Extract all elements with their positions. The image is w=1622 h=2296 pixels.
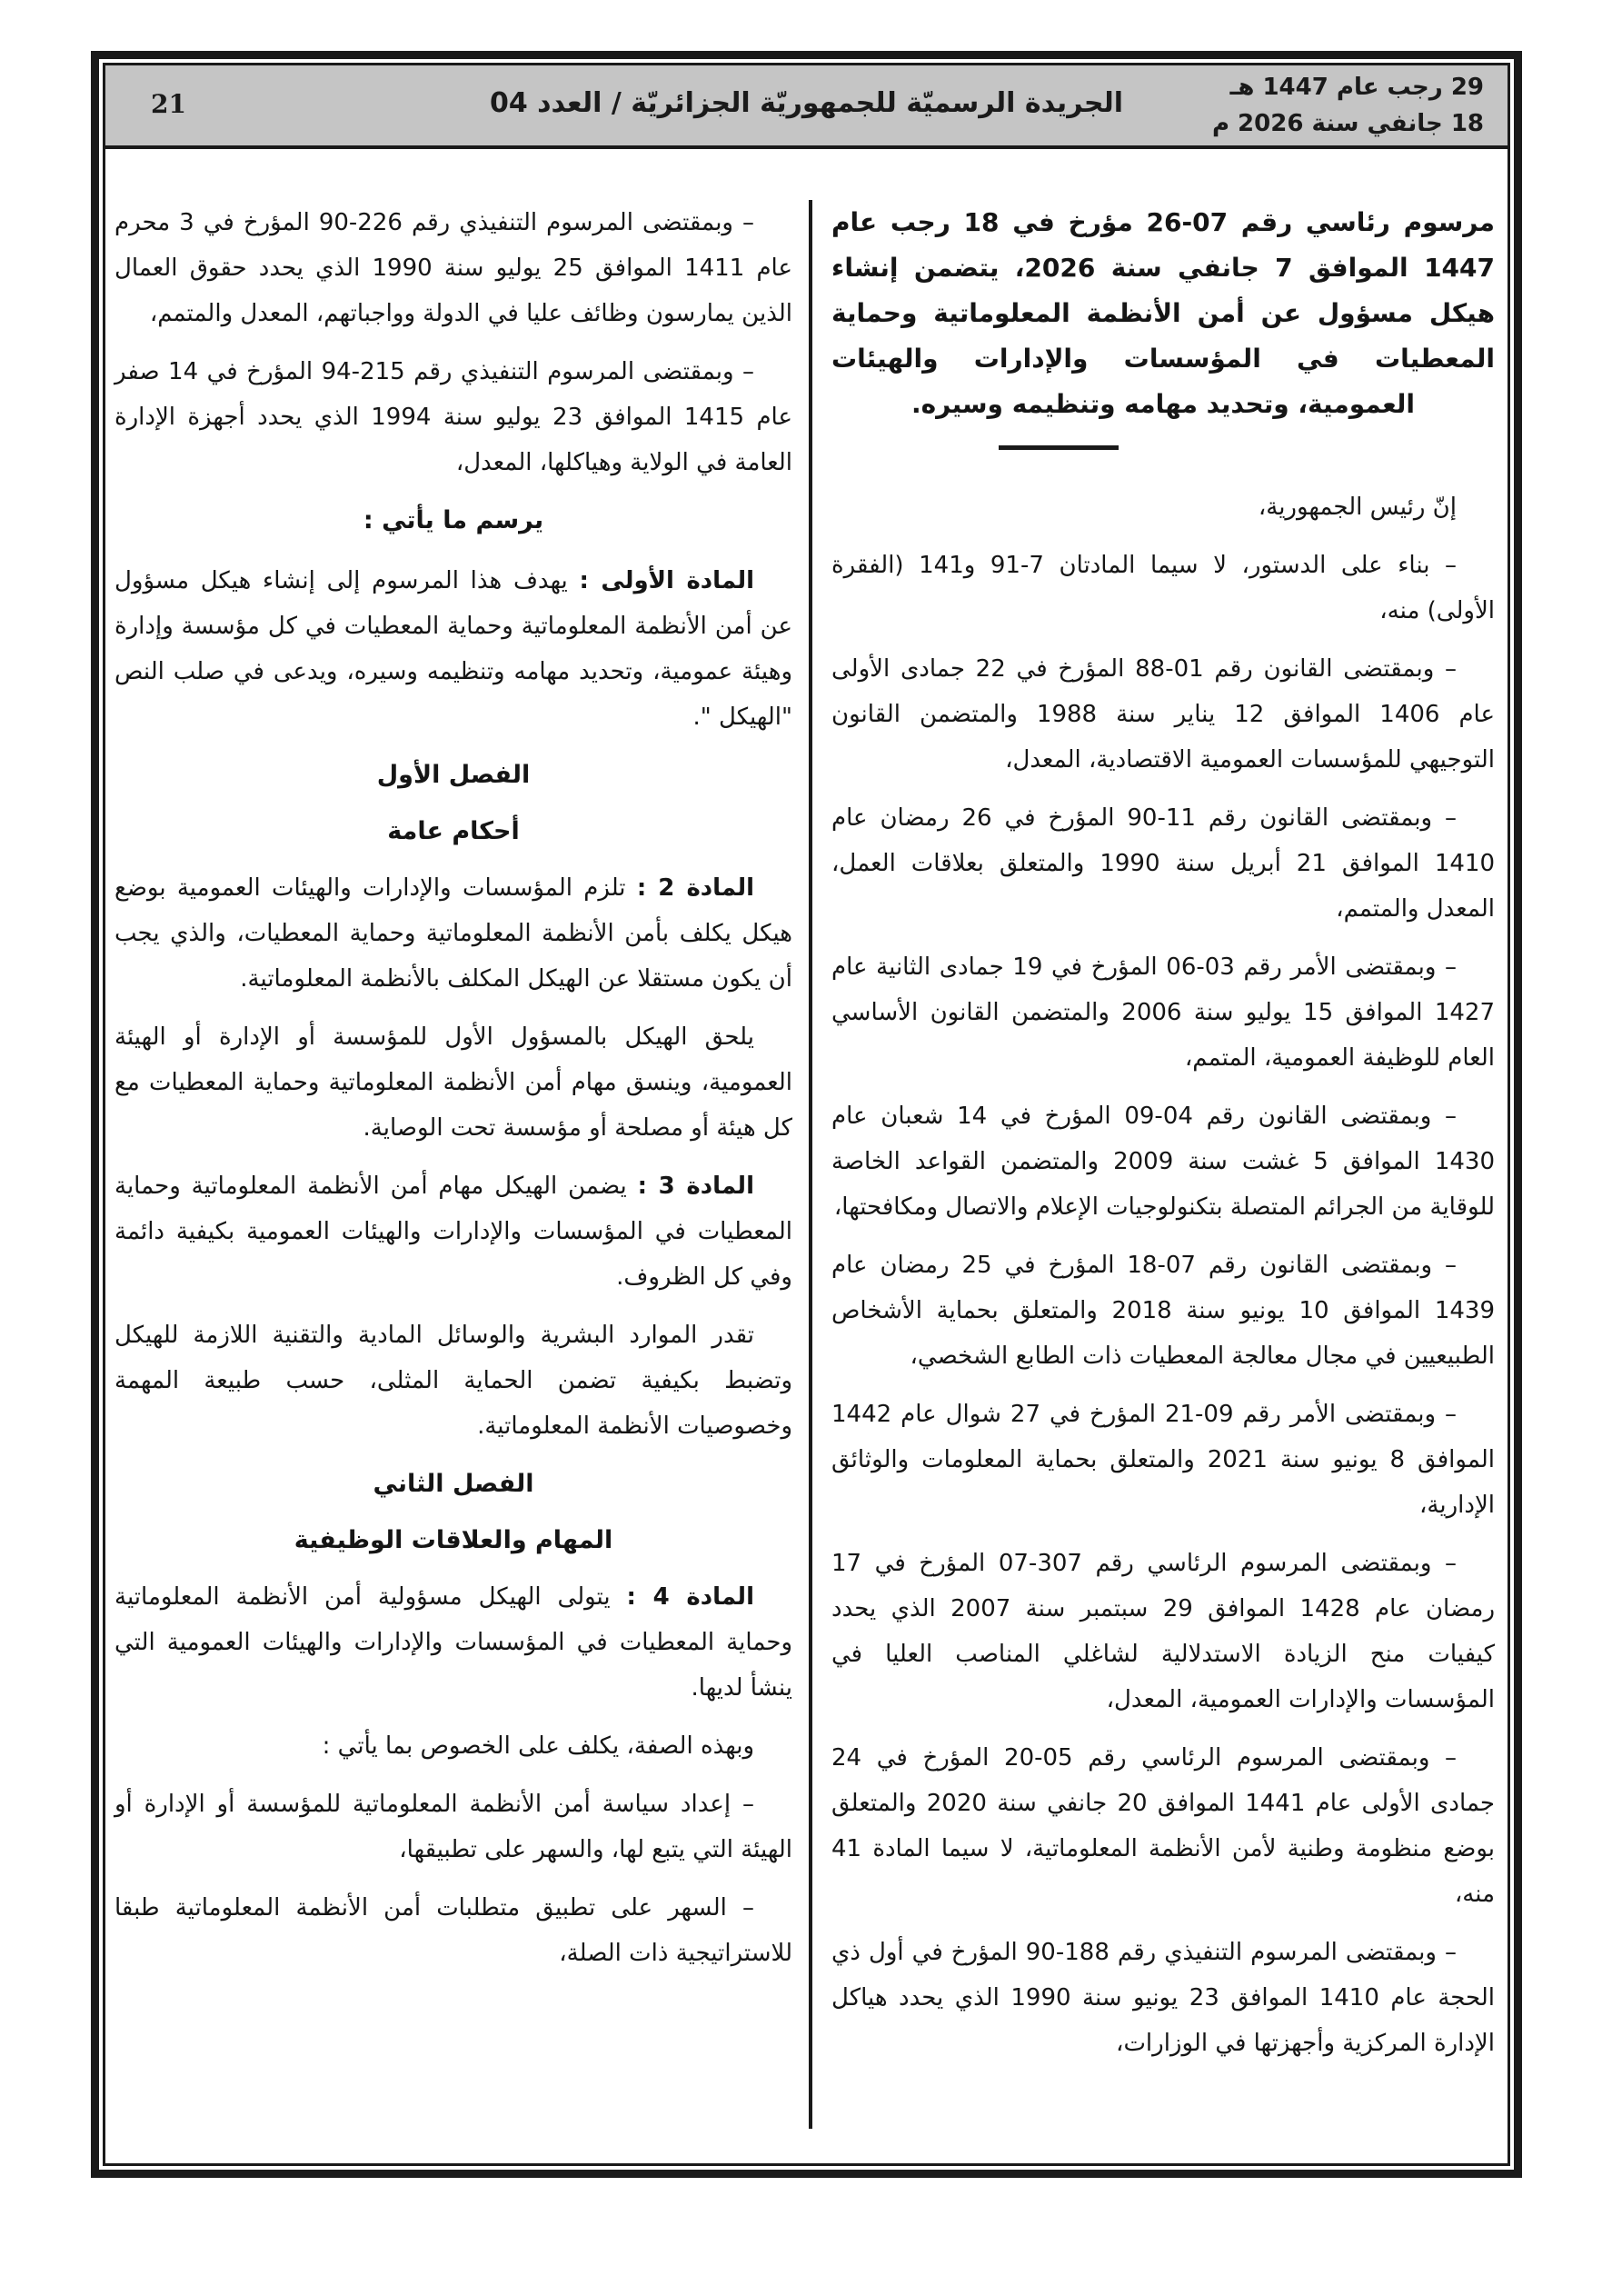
article-3-paragraph	[114, 1163, 792, 1300]
article-4-item: – إعداد سياسة أمن الأنظمة المعلوماتية للمؤسسة أو الإدارة أو الهيئة التي يتبع لها، والسهر على تطبيقها،	[114, 1791, 792, 1863]
date-hijri: 29 رجب عام 1447 هـ	[1229, 74, 1484, 101]
article-2-text: تلزم المؤسسات والإدارات والهيئات العمومية بوضع هيكل يكلف بأمن الأنظمة المعلوماتية وحماية المعطيات، والذي يجب أن يكون مستقلا عن الهيكل المكلف بالأنظمة المعلوماتية.	[114, 874, 792, 993]
article-1-paragraph	[114, 558, 792, 740]
preamble-line: إنّ رئيس الجمهورية،	[1258, 494, 1457, 521]
article-4-text: يتولى الهيكل مسؤولية أمن الأنظمة المعلوماتية وحماية المعطيات في المؤسسات والإدارات والهيئات العمومية التي ينشأ لديها.	[114, 1583, 792, 1702]
chapter-1-title: الفصل الأول	[376, 761, 531, 789]
article-4-paragraph	[114, 1574, 792, 1711]
visa-paragraph: – وبمقتضى القانون رقم 11-90 المؤرخ في 26 رمضان عام 1410 الموافق 21 أبريل سنة 1990 والمتعلق بعلاقات العمل، المعدل والمتمم،	[831, 804, 1495, 923]
decree-title: مرسوم رئاسي رقم 07-26 مؤرخ في 18 رجب عام 1447 الموافق 7 جانفي سنة 2026، يتضمن إنشاء هيكل مسؤول عن أمن الأنظمة المعلوماتية وحماية المعطيات في المؤسسات والإدارات والهيئات العمومية، وتحديد مهامه وتنظيمه وسيره.	[831, 207, 1495, 419]
visa-paragraph: – وبمقتضى الأمر رقم 03-06 المؤرخ في 19 جمادى الثانية عام 1427 الموافق 15 يوليو سنة 2006 والمتضمن القانون الأساسي العام للوظيفة العمومية، المتمم،	[831, 953, 1495, 1072]
visa-paragraph: – وبمقتضى القانون رقم 01-88 المؤرخ في 22 جمادى الأولى عام 1406 الموافق 12 يناير سنة 1988 والمتضمن القانون التوجيهي للمؤسسات العمومية الاقتصادية، المعدل،	[831, 655, 1495, 774]
enacting-formula: يرسم ما يأتي :	[363, 506, 544, 534]
article-2-extra-paragraph: يلحق الهيكل بالمسؤول الأول للمؤسسة أو الإدارة أو الهيئة العمومية، وينسق مهام أمن الأنظمة المعلوماتية وحماية المعطيات مع كل هيئة أو مصلحة أو مؤسسة تحت الوصاية.	[114, 1023, 792, 1142]
body-area	[105, 149, 1508, 2163]
page-frame	[91, 51, 1522, 2178]
article-2-label: المادة 2 :	[636, 874, 755, 902]
header-band	[105, 65, 1508, 149]
title-separator	[999, 445, 1119, 450]
header-dates	[1212, 69, 1484, 142]
article-2-paragraph	[114, 865, 792, 1002]
chapter-2-subtitle: المهام والعلاقات الوظيفية	[294, 1526, 613, 1554]
article-4-intro-line: وبهذه الصفة، يكلف على الخصوص بما يأتي :	[322, 1732, 754, 1760]
column-divider	[809, 200, 812, 2129]
article-1-label: المادة الأولى :	[579, 567, 755, 594]
page-number: 21	[151, 89, 186, 119]
article-3-label: المادة 3 :	[637, 1173, 754, 1200]
visa-paragraph: – وبمقتضى المرسوم التنفيذي رقم 226-90 المؤرخ في 3 محرم عام 1411 الموافق 25 يوليو سنة 1990 الذي يحدد حقوق العمال الذين يمارسون وظائف عليا في الدولة وواجباتهم، المعدل والمتمم،	[114, 209, 792, 327]
journal-title: الجريدة الرسميّة للجمهوريّة الجزائريّة / العدد 04	[489, 87, 1124, 119]
visa-paragraph: – وبمقتضى القانون رقم 07-18 المؤرخ في 25 رمضان عام 1439 الموافق 10 يونيو سنة 2018 والمتعلق بحماية الأشخاص الطبيعيين في مجال معالجة المعطيات ذات الطابع الشخصي،	[831, 1252, 1495, 1370]
inner-frame	[103, 63, 1510, 2166]
visa-paragraph: – وبمقتضى المرسوم الرئاسي رقم 307-07 المؤرخ في 17 رمضان عام 1428 الموافق 29 سبتمبر سنة 2007 الذي يحدد كيفيات منح الزيادة الاستدلالية لشاغلي المناصب العليا في المؤسسات والإدارات العمومية، المعدل،	[831, 1550, 1495, 1713]
visa-paragraph: – وبمقتضى القانون رقم 04-09 المؤرخ في 14 شعبان عام 1430 الموافق 5 غشت سنة 2009 والمتضمن القواعد الخاصة للوقاية من الجرائم المتصلة بتكنولوجيات الإعلام والاتصال ومكافحتها،	[831, 1103, 1495, 1221]
visa-paragraph: – وبمقتضى المرسوم الرئاسي رقم 05-20 المؤرخ في 24 جمادى الأولى عام 1441 الموافق 20 جانفي سنة 2020 والمتعلق بوضع منظومة وطنية لأمن الأنظمة المعلوماتية، لا سيما المادة 41 منه،	[831, 1744, 1496, 1908]
article-4-label: المادة 4 :	[626, 1583, 754, 1611]
decree-column	[831, 200, 1495, 2079]
visa-paragraph: – بناء على الدستور، لا سيما المادتان 7-91 و141 (الفقرة الأولى) منه،	[831, 552, 1495, 624]
date-gregorian: 18 جانفي سنة 2026 م	[1211, 110, 1484, 137]
article-1-text: يهدف هذا المرسوم إلى إنشاء هيكل مسؤول عن أمن الأنظمة المعلوماتية وحماية المعطيات في كل مؤسسة وإدارة وهيئة عمومية، وتحديد مهامه وتنظيمه وسيره، ويدعى في صلب النص "الهيكل ".	[114, 567, 792, 731]
visa-paragraph: – وبمقتضى المرسوم التنفيذي رقم 188-90 المؤرخ في أول ذي الحجة عام 1410 الموافق 23 يونيو سنة 1990 الذي يحدد هياكل الإدارة المركزية وأجهزتها في الوزارات،	[831, 1939, 1495, 2057]
article-4-item: – السهر على تطبيق متطلبات أمن الأنظمة المعلوماتية طبقا للاستراتيجية ذات الصلة،	[114, 1894, 792, 1967]
visa-paragraph: – وبمقتضى المرسوم التنفيذي رقم 215-94 المؤرخ في 14 صفر عام 1415 الموافق 23 يوليو سنة 1994 الذي يحدد أجهزة الإدارة العامة في الولاية وهياكلها، المعدل،	[114, 358, 792, 476]
chapter-2-title: الفصل الثاني	[373, 1470, 534, 1498]
article-3-text: يضمن الهيكل مهام أمن الأنظمة المعلوماتية وحماية المعطيات في المؤسسات والإدارات والهيئات العمومية بكيفية دائمة وفي كل الظروف.	[114, 1173, 792, 1291]
visa-paragraph: – وبمقتضى الأمر رقم 09-21 المؤرخ في 27 شوال عام 1442 الموافق 8 يونيو سنة 2021 والمتعلق بحماية المعلومات والوثائق الإدارية،	[831, 1401, 1496, 1519]
chapter-1-subtitle: أحكام عامة	[387, 817, 520, 845]
article-3-extra-paragraph: تقدر الموارد البشرية والوسائل المادية والتقنية اللازمة للهيكل وتضبط بكيفية تضمن الحماية المثلى، حسب طبيعة المهمة وخصوصيات الأنظمة المعلوماتية.	[114, 1322, 792, 1440]
articles-column	[114, 200, 792, 1989]
